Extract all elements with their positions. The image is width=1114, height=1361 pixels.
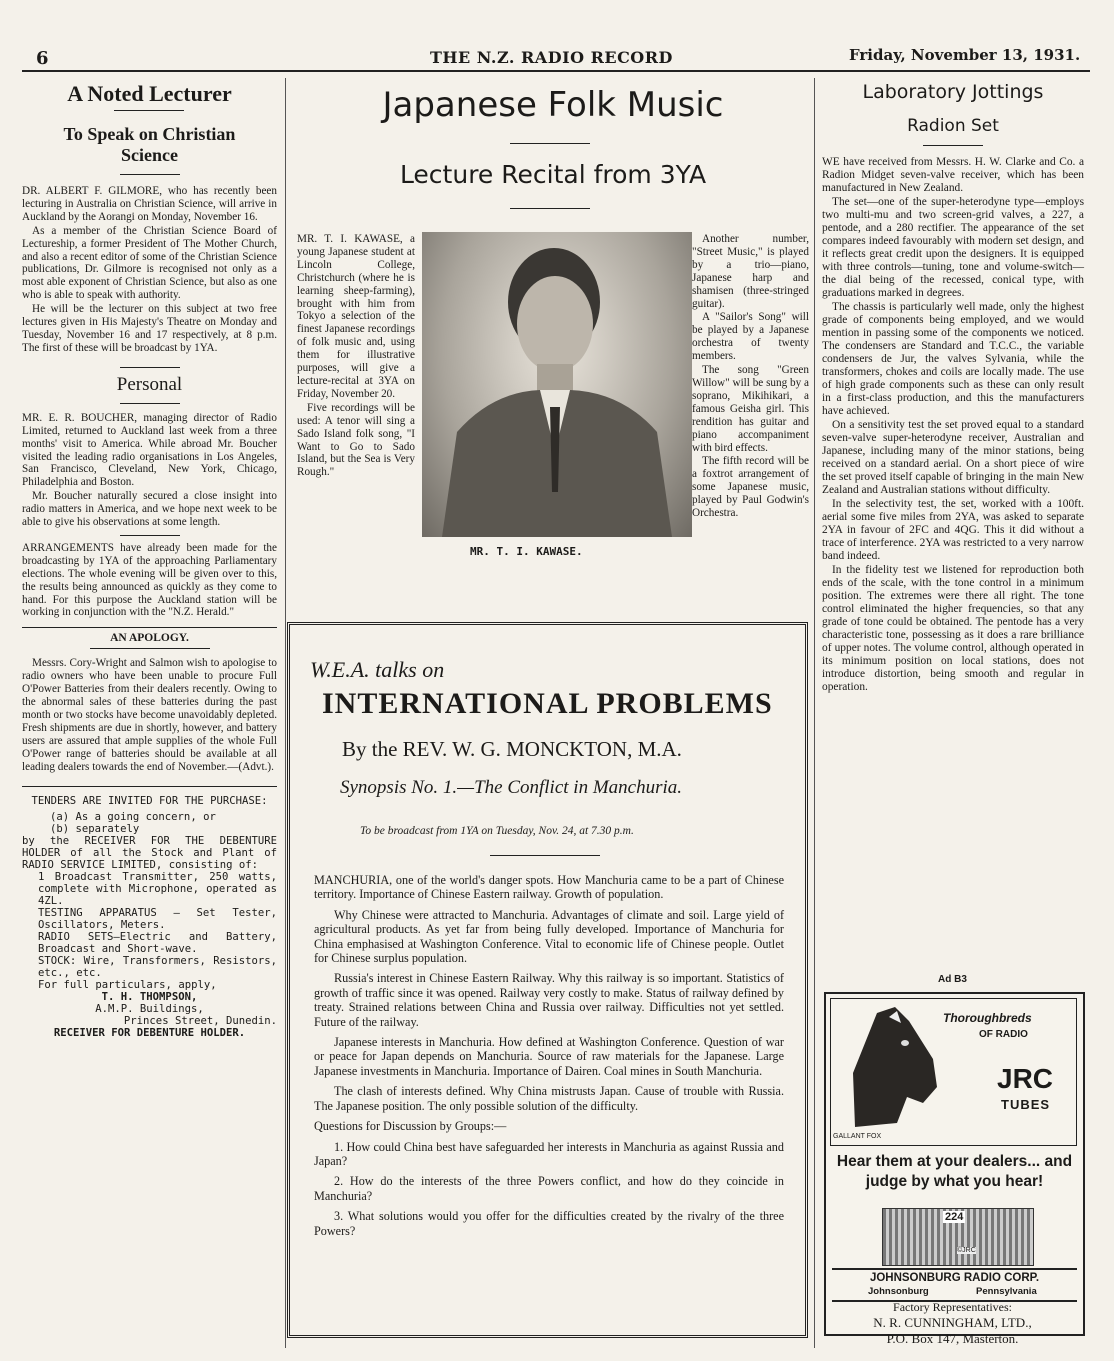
wea-q2: 2. How do the interests of the three Powers conflict, and how do they coincide in Manchuria? <box>314 1174 784 1203</box>
lecturer-title: A Noted Lecturer <box>67 81 232 106</box>
tenders-name: T. H. THOMPSON, <box>101 990 198 1003</box>
ad-rep-addr: P.O. Box 147, Masterton. <box>886 1331 1019 1346</box>
wea-q1: 1. How could China best have safeguarded her interests in Manchuria as against Russia and Japan? <box>314 1139 784 1168</box>
ad-brand2: OF RADIO <box>979 1029 1028 1040</box>
folk-right-p3: The song "Green Willow" will be sung by a soprano, Mikihikari, a famous Geisha girl. This rendition has guitar and piano accompaniment with bird effects. <box>692 364 809 454</box>
wea-line5: To be broadcast from 1YA on Tuesday, Nov. 24, at 7.30 p.m. <box>360 825 634 837</box>
ad-rep: Factory Representatives: <box>893 1300 1012 1314</box>
wea-line1: W.E.A. talks on <box>310 657 445 682</box>
lab-p3: The chassis is particularly well made, only the highest grade of components being employed, and we would mention in passing some of the components we noticed. The condensers are Standard and T.C.C., the variable condensers de Jur, the valves Sylvania, while the transformers, chokes and coils are locally made. The use of high grade components such as these can only result in a first-class production, and this the manufacturers have achieved. <box>822 301 1084 417</box>
jrc-ad <box>824 992 1085 1336</box>
tenders-apply: For full particulars, apply, <box>38 978 217 991</box>
personal-article <box>22 412 277 620</box>
masthead-title: THE N.Z. RADIO RECORD <box>430 48 673 67</box>
ad-rep-name: N. R. CUNNINGHAM, LTD., <box>873 1315 1032 1330</box>
wea-p5: The clash of interests defined. Why China mistrusts Japan. Cause of trouble with Russia. The Japanese position. The only possible solution of the difficulty. <box>314 1084 784 1113</box>
apology-title: AN APOLOGY. <box>110 632 189 645</box>
wea-line3: By the REV. W. G. MONCKTON, M.A. <box>342 737 682 761</box>
wea-line4: Synopsis No. 1.—The Conflict in Manchuria. <box>340 777 682 798</box>
kawase-caption: MR. T. I. KAWASE. <box>470 545 583 558</box>
wea-line2: INTERNATIONAL PROBLEMS <box>322 687 773 720</box>
folk-right-p4: The fifth record will be a foxtrot arrangement of some Japanese music, played by Paul Godwin's Orchestra. <box>692 455 809 520</box>
masthead-date: Friday, November 13, 1931. <box>849 46 1081 64</box>
column-rule-left <box>285 78 286 1348</box>
tenders-heading: TENDERS ARE INVITED FOR THE PURCHASE: <box>31 794 268 807</box>
lecturer-p2: As a member of the Christian Science Board of Lectureship, a former President of The Mother Church, and also a recent editor of some of the Christian Science publications, Dr. Gilmore is recognised not only as a most able exponent of Christian Science, but also as one who is able to speak with authority. <box>22 224 277 302</box>
folk-title: Japanese Folk Music <box>382 85 724 125</box>
ad-loc2: Pennsylvania <box>976 1286 1037 1297</box>
masthead-rule <box>22 70 1090 72</box>
wea-p2: Why Chinese were attracted to Manchuria. Advantages of climate and soil. Large yield of agricultural products. As yet far from being fully developed. Importance of Manchuria for China emphasised at Washington Conference. Vital to economic life of Chinese people. Outlet for Chinese surplus population. <box>314 907 784 966</box>
ad-corp: JOHNSONBURG RADIO CORP. <box>869 1272 1040 1284</box>
tenders-by: by the RECEIVER FOR THE DEBENTURE HOLDER of all the Stock and Plant of RADIO SERVICE LIMITED, consisting of: <box>22 834 277 871</box>
wea-p3: Russia's interest in Chinese Eastern Railway. Why this railway is so important. Statistics of growth of traffic since it was opened. Railway very costly to make. Status of railway defined by treaty. Strained relations between China and Russia over railway. Difficulties not yet settled. Future of the railway. <box>314 971 784 1029</box>
wea-questions: Questions for Discussion by Groups:— <box>314 1119 507 1134</box>
folk-left-text <box>297 233 415 480</box>
tenders-item-3: RADIO SETS—Electric and Battery, Broadcast and Short-wave. <box>38 930 277 955</box>
lab-p1: WE have received from Messrs. H. W. Clarke and Co. a Radion Midget seven-valve receiver, which has been manufactured in New Zealand. <box>822 156 1084 194</box>
folk-right-p2: A "Sailor's Song" will be played by a Japanese orchestra of twenty members. <box>692 311 809 363</box>
apology-text: Messrs. Cory-Wright and Salmon wish to apologise to radio owners who have been unable to procure Full O'Power Batteries from their dealers recently. Owing to the abnormal sales of these batteries during the past month or two stocks have become unavoidably depleted. Fresh shipments are due in shortly, however, and battery users are assured that ample supplies of the whole Full O'Power range of batteries should be available at all leading dealers towards the end of November.—(Advt.). <box>22 657 277 773</box>
tenders-receiver: RECEIVER FOR DEBENTURE HOLDER. <box>53 1026 246 1039</box>
lab-article <box>822 156 1084 694</box>
lecturer-article <box>22 185 277 355</box>
lab-subtitle: Radion Set <box>907 116 999 136</box>
personal-title: Personal <box>116 373 183 395</box>
tenders-item-2: TESTING APPARATUS — Set Tester, Oscillators, Meters. <box>38 906 277 931</box>
ad-code: Ad B3 <box>938 974 967 985</box>
column-rule-right <box>814 78 815 1348</box>
lab-p2: The set—one of the super-heterodyne type—employs two multi-mu and two screen-grid valves, a 227, a pentode, and a 280 rectifier. The appearance of the set compares indeed favourably with modern set design, and it reflects great credit upon the designers. It is equipped with three controls—tuning, tone and volume-switch—the dial being of the recessed, conical type, with graduations marked in degrees. <box>822 196 1084 299</box>
kawase-photo <box>422 232 692 537</box>
horse-head-illustration <box>837 1003 957 1133</box>
wea-box <box>287 622 808 1338</box>
left-column <box>22 82 277 1039</box>
tenders-addr2: Princes Street, Dunedin. <box>123 1014 277 1027</box>
folk-left-p2: Five recordings will be used: A tenor will sing a Sado Island folk song, "I Want to Go to Sado Island, but the Sea is Very Rough." <box>297 401 415 479</box>
lecturer-p1: DR. ALBERT F. GILMORE, who has recently been lecturing in Australia on Christian Science, will arrive in Auckland by the Aorangi on Monday, November 16. <box>22 185 277 223</box>
tenders-item-1: 1 Broadcast Transmitter, 250 watts, complete with Microphone, operated as 4ZL. <box>38 870 277 907</box>
tenders-a: (a) As a going concern, or <box>50 810 216 823</box>
jrc-copyright: ©JRC <box>957 1247 976 1254</box>
folk-right-p1: Another number, "Street Music," is played by a trio—piano, Japanese harp and shamisen (three-stringed guitar). <box>692 233 809 310</box>
personal-p2: Mr. Boucher naturally secured a close insight into radio matters in America, and we hope next week to be able to give his observations at some length. <box>22 490 277 529</box>
page-number: 6 <box>36 48 49 69</box>
right-column <box>822 80 1084 695</box>
apology-text-block <box>22 657 277 773</box>
wea-p1: MANCHURIA, one of the world's danger spots. How Manchuria came to be a part of Chinese territory. Importance of Chinese Eastern railway. Growth of population. <box>314 873 784 902</box>
tube-graphic <box>882 1208 1034 1266</box>
ad-loc1: Johnsonburg <box>868 1286 929 1297</box>
folk-left-p1: MR. T. I. KAWASE, a young Japanese student at Lincoln College, Christchurch (where he is learning sheep-farming), brought with him from Tokyo a selection of the finest Japanese recordings of folk music and, using them for illustrative purposes, will give a lecture-recital at 3YA on Friday, November 20. <box>297 233 415 400</box>
lecturer-subtitle: To Speak on Christian Science <box>63 124 236 165</box>
portrait-illustration <box>422 232 692 537</box>
wea-p4: Japanese interests in Manchuria. How defined at Washington Conference. Question of war or peace for Japan depends on Manchuria. Source of raw materials for the Japanese. Large Japanese investments in Manchuria. Importance of Dairen. Coal mines in South Manchuria. <box>314 1035 784 1078</box>
lab-p5: In the selectivity test, the set, worked with a 100ft. aerial some five miles from 2YA, was asked to separate 2YA in favour of 2FC and 4QG. This it did without a trace of interference. 2YA was restricted to a very narrow band indeed. <box>822 498 1084 562</box>
tenders-addr1: A.M.P. Buildings, <box>95 1002 204 1015</box>
tenders-b: (b) separately <box>50 822 140 835</box>
tube-label: 224 <box>945 1211 964 1223</box>
ad-brand1: Thoroughbreds <box>943 1011 1032 1025</box>
lab-p4: On a sensitivity test the set proved equal to a standard seven-valve super-heterodyne receiver, Australian and Japanese, including many of the minor stations, being received on a standard aerial. On a short piece of wire the set proved itself capable of bringing in the main New Zealand and Australian stations without difficulty. <box>822 419 1084 496</box>
wea-q3: 3. What solutions would you offer for the difficulties created by the rivalry of the three Powers? <box>314 1209 784 1238</box>
wea-body <box>314 873 784 1244</box>
lecturer-p3: He will be the lecturer on this subject at two free lectures given in His Majesty's Theatre on Monday and Tuesday, November 16 and 17 respectively, at 8 p.m. The first of these will be broadcast by 1YA. <box>22 303 277 354</box>
personal-p1: MR. E. R. BOUCHER, managing director of Radio Limited, returned to Auckland last week from a three months' visit to America. While abroad Mr. Boucher visited the leading radio organisations in Los Angeles, San Francisco, Cleveland, New York, Chicago, Philadelphia and Boston. <box>22 411 277 489</box>
tenders-item-4: STOCK: Wire, Transformers, Resistors, etc., etc. <box>38 954 277 979</box>
lab-p6: In the fidelity test we listened for reproduction both ends of the scale, with the tone control in a minimum position. The extremes were there all right. The tone control eliminated the higher frequencies, so that any grade of tone could be obtained. The pentode has a very characteristic tone, possessing as it does a rare brilliance of upper notes. The volume control, although operated in its minimum position on local stations, does not introduce distortion, being smooth and regular in operation. <box>822 564 1084 693</box>
ad-tubes: TUBES <box>1001 1097 1051 1112</box>
tenders-ad <box>22 795 277 1039</box>
ad-tagline: Hear them at your dealers... and judge by what you hear! <box>836 1153 1073 1190</box>
ad-horse-name: GALLANT FOX <box>833 1133 882 1140</box>
folk-right-text <box>692 233 809 521</box>
folk-subtitle: Lecture Recital from 3YA <box>399 160 707 189</box>
ad-jrc: JRC <box>997 1063 1054 1094</box>
lab-title: Laboratory Jottings <box>862 81 1044 103</box>
personal-p3: ARRANGEMENTS have already been made for the broadcasting by 1YA of the approaching Parliamentary elections. The whole evening will be given over to this, the results being announced as quickly as they come to hand. For this purpose the Auckland station will be working in conjunction with the "N.Z. Herald." <box>22 541 277 619</box>
